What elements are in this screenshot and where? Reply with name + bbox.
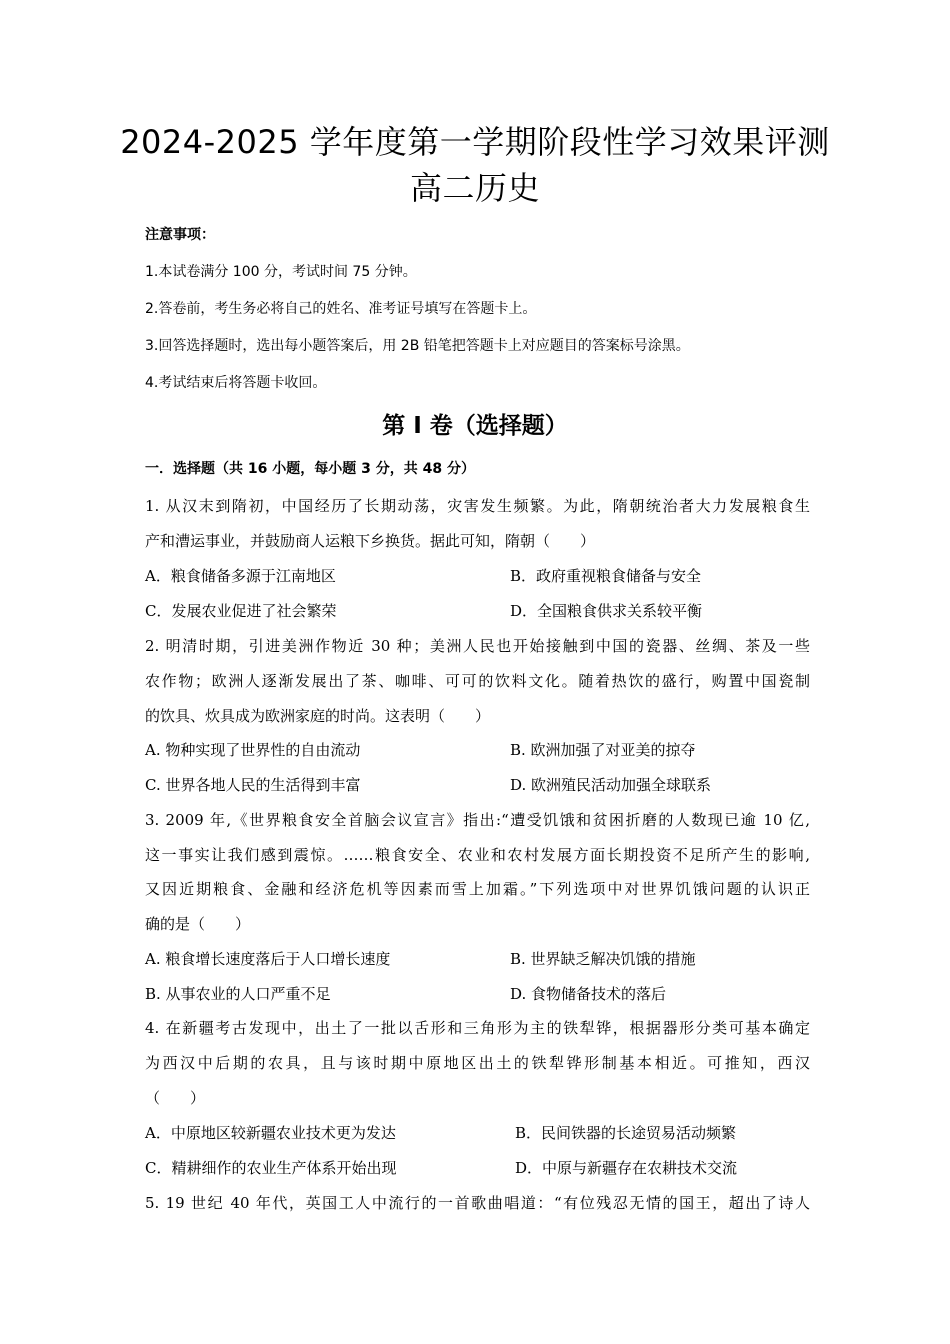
question-3-option-a: A. 粮食增长速度落后于人口增长速度 <box>145 950 391 968</box>
question-2-line: 的饮具、炊具成为欧洲家庭的时尚。这表明（ ） <box>145 707 491 725</box>
question-2-line: 农作物；欧洲人逐渐发展出了茶、咖啡、可可的饮料文化。随着热饮的盛行，购置中国瓷制 <box>145 672 810 690</box>
question-3-line: 3. 2009 年,《世界粮食安全首脑会议宣言》指出:“遭受饥饿和贫困折磨的人数现已逾 10 亿, <box>145 811 810 829</box>
question-2-option-c: C. 世界各地人民的生活得到丰富 <box>145 776 361 794</box>
question-1-option-c: C．发展农业促进了社会繁荣 <box>145 602 337 620</box>
question-4-line: 4. 在新疆考古发现中，出土了一批以舌形和三角形为主的铁犁铧，根据器形分类可基本确定 <box>145 1019 810 1037</box>
question-4-line: （ ） <box>145 1089 206 1107</box>
question-1-line: 1. 从汉末到隋初，中国经历了长期动荡，灾害发生频繁。为此，隋朝统治者大力发展粮食生 <box>145 497 810 515</box>
exam-title: 2024-2025 学年度第一学期阶段性学习效果评测 <box>120 123 830 161</box>
question-4-option-b: B．民间铁器的长途贸易活动频繁 <box>515 1124 737 1142</box>
question-4-option-a: A．中原地区较新疆农业技术更为发达 <box>145 1124 396 1142</box>
exam-subtitle: 高二历史 <box>409 169 540 207</box>
question-3-option-c: B. 从事农业的人口严重不足 <box>145 985 331 1003</box>
question-2-option-d: D. 欧洲殖民活动加强全球联系 <box>510 776 712 794</box>
question-2-line: 2. 明清时期，引进美洲作物近 30 种；美洲人民也开始接触到中国的瓷器、丝绸、茶及一些 <box>145 637 810 655</box>
question-2-option-b: B. 欧洲加强了对亚美的掠夺 <box>510 741 696 759</box>
question-1-option-a: A．粮食储备多源于江南地区 <box>145 567 336 585</box>
question-5-line: 5. 19 世纪 40 年代，英国工人中流行的一首歌曲唱道：“有位残忍无情的国王，超出了诗人 <box>145 1194 810 1212</box>
section-title: 第 I 卷（选择题） <box>382 413 568 439</box>
notes-heading: 注意事项： <box>145 227 215 243</box>
question-4-option-c: C．精耕细作的农业生产体系开始出现 <box>145 1159 397 1177</box>
part-heading: 一．选择题（共 16 小题，每小题 3 分，共 48 分） <box>145 461 475 477</box>
note-item: 2.答卷前，考生务必将自己的姓名、准考证号填写在答题卡上。 <box>145 301 537 317</box>
question-4-line: 为西汉中后期的农具，且与该时期中原地区出土的铁犁铧形制基本相近。可推知，西汉 <box>145 1054 810 1072</box>
question-3-option-d: D. 食物储备技术的落后 <box>510 985 667 1003</box>
note-item: 1.本试卷满分 100 分，考试时间 75 分钟。 <box>145 264 417 280</box>
question-1-line: 产和漕运事业，并鼓励商人运粮下乡换货。据此可知，隋朝（ ） <box>145 532 596 550</box>
question-3-line: 确的是（ ） <box>145 915 251 933</box>
question-4-option-d: D．中原与新疆存在农耕技术交流 <box>515 1159 738 1177</box>
question-2-option-a: A. 物种实现了世界性的自由流动 <box>145 741 361 759</box>
note-item: 3.回答选择题时，选出每小题答案后，用 2B 铅笔把答题卡上对应题目的答案标号涂黑。 <box>145 338 690 354</box>
question-1-option-b: B．政府重视粮食储备与安全 <box>510 567 702 585</box>
question-3-line: 又因近期粮食、金融和经济危机等因素而雪上加霜。”下列选项中对世界饥饿问题的认识正 <box>145 880 810 898</box>
question-1-option-d: D．全国粮食供求关系较平衡 <box>510 602 703 620</box>
question-3-option-b: B. 世界缺乏解决饥饿的措施 <box>510 950 696 968</box>
note-item: 4.考试结束后将答题卡收回。 <box>145 375 327 391</box>
question-3-line: 这一事实让我们感到震惊。……粮食安全、农业和农村发展方面长期投资不足所产生的影响, <box>145 846 810 864</box>
